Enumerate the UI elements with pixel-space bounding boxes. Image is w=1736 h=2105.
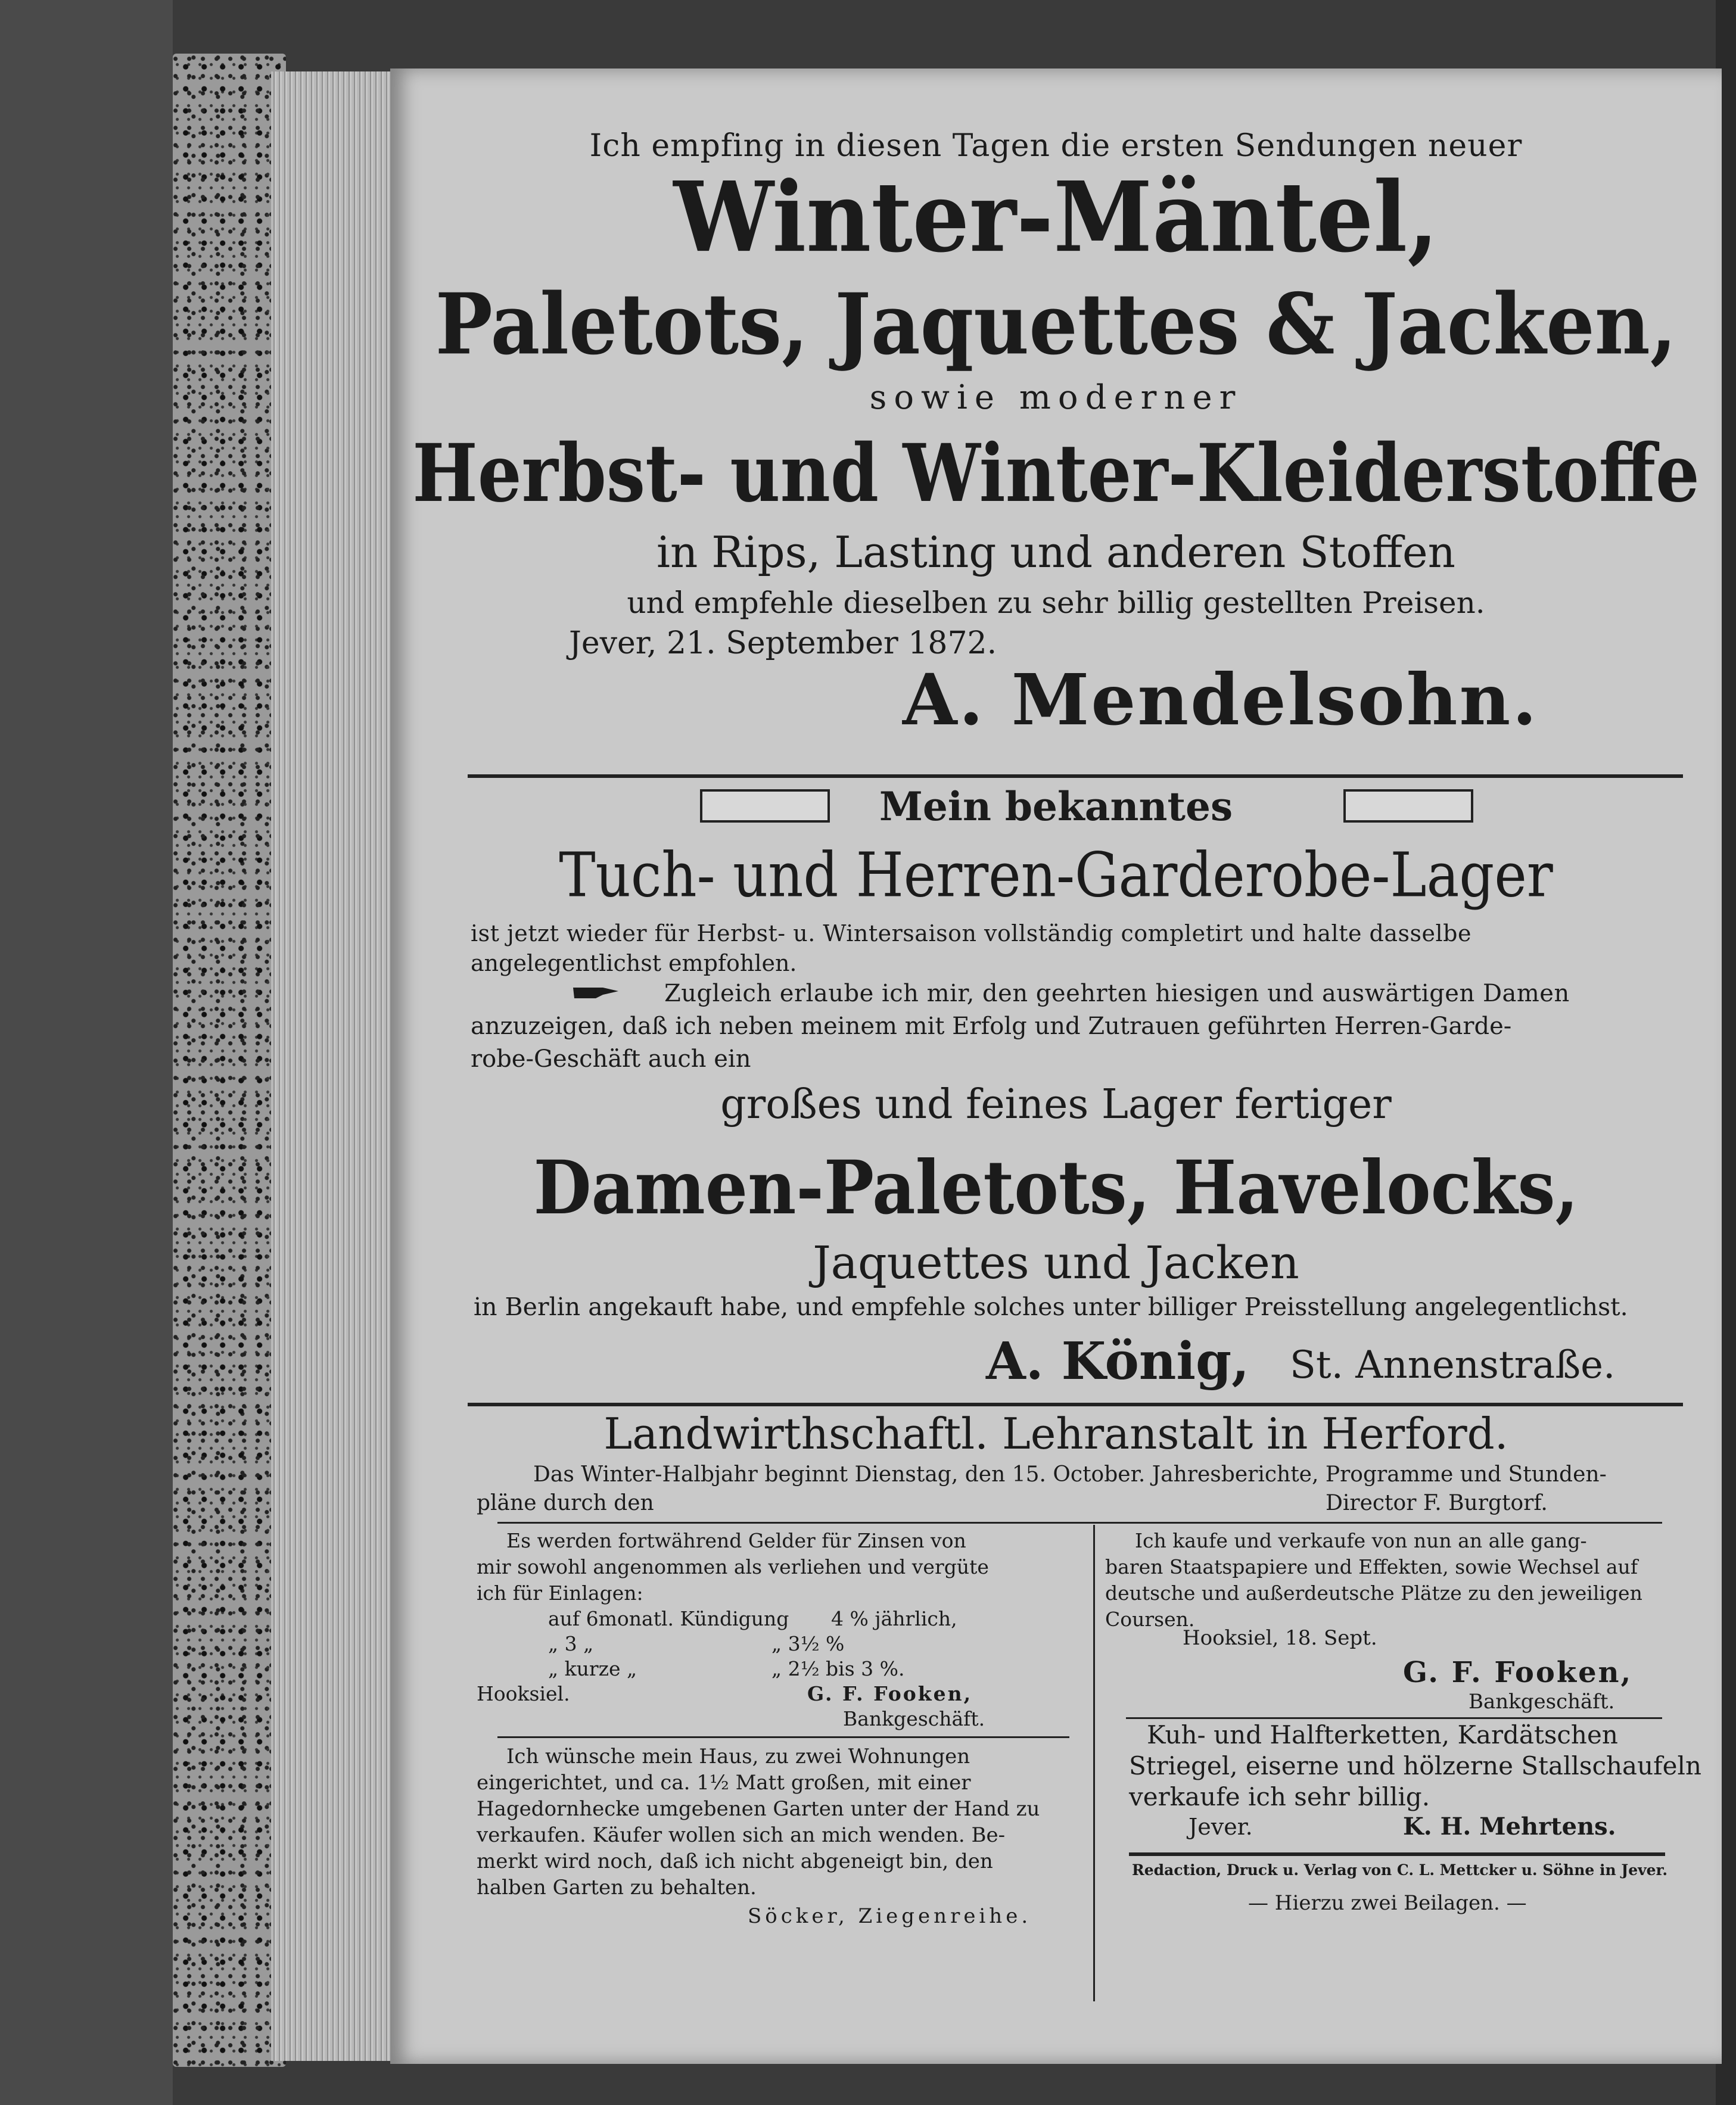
- ad6-line: eingerichtet, und ca. 1½ Matt großen, mit einer: [477, 1771, 971, 1795]
- ad4-line: Es werden fortwährend Gelder für Zinsen von: [506, 1529, 966, 1552]
- ad1-signature: A. Mendelsohn.: [903, 658, 1539, 741]
- newspaper-page: [390, 68, 1722, 2064]
- ad1-headline-paletots: Paletots, Jaquettes & Jacken,: [435, 275, 1677, 374]
- ad1-offer: und empfehle dieselben zu sehr billig gestellten Preisen.: [627, 586, 1485, 620]
- ad4-business: Bankgeschäft.: [843, 1707, 985, 1730]
- separator-rule-6: [1129, 1852, 1665, 1856]
- ad2-body-line-5: robe-Geschäft auch ein: [471, 1045, 751, 1073]
- ad6-line: Hagedornhecke umgebenen Garten unter der Hand zu: [477, 1797, 1040, 1821]
- ad2-headline-sub: Jaquettes und Jacken: [813, 1236, 1299, 1289]
- ad2-headline: Damen-Paletots, Havelocks,: [533, 1145, 1579, 1231]
- ad7-block: [1129, 1720, 1701, 1813]
- ad5-business: Bankgeschäft.: [1469, 1690, 1615, 1714]
- ad4-place: Hooksiel.: [477, 1682, 570, 1705]
- ad5-line: Ich kaufe und verkaufe von nun an alle gang-: [1135, 1529, 1587, 1552]
- ad2-body-line-1: ist jetzt wieder für Herbst- u. Wintersaison vollständig completirt und halte dasselbe: [471, 920, 1471, 946]
- ad2-body-line-2: angelegentlichst empfohlen.: [471, 950, 797, 976]
- ad5-block: [1105, 1528, 1695, 1633]
- ad4-rate-3-term: „ kurze „: [548, 1657, 637, 1680]
- ad4-rate-3-value: „ 2½ bis 3 %.: [771, 1657, 905, 1680]
- ad5-place-date: Hooksiel, 18. Sept.: [1183, 1626, 1377, 1650]
- ad5-line: deutsche und außerdeutsche Plätze zu den jeweiligen: [1105, 1581, 1642, 1605]
- separator-rule-1: [468, 774, 1683, 778]
- ad7-signature: K. H. Mehrtens.: [1403, 1813, 1616, 1841]
- ad4-signature: G. F. Fooken,: [807, 1682, 973, 1705]
- ad4-block: [477, 1528, 1072, 1606]
- ad7-place: Jever.: [1189, 1814, 1253, 1840]
- ad3-title: Landwirthschaftl. Lehranstalt in Herford.: [603, 1409, 1508, 1459]
- ad6-line: halben Garten zu behalten.: [477, 1876, 757, 1900]
- ad1-materials: in Rips, Lasting und anderen Stoffen: [656, 527, 1456, 577]
- ad2-body-line-3: Zugleich erlaube ich mir, den geehrten hiesigen und auswärtigen Damen: [664, 980, 1570, 1007]
- ad2-title-big: Tuch- und Herren-Garderobe-Lager: [559, 839, 1553, 911]
- ad2-title-small: Mein bekanntes: [879, 783, 1233, 830]
- book-cover-edge: [173, 54, 286, 2067]
- ad3-line-1: Das Winter-Halbjahr beginnt Dienstag, den 15. October. Jahresberichte, Programme und Stunden-: [533, 1462, 1607, 1487]
- ad6-line: merkt wird noch, daß ich nicht abgeneigt bin, den: [477, 1849, 993, 1873]
- ad7-line: Striegel, eiserne und hölzerne Stallschaufeln: [1129, 1751, 1701, 1780]
- ad1-sowie: sowie moderner: [869, 378, 1243, 417]
- ad4-rate-1-value: 4 % jährlich,: [831, 1607, 957, 1630]
- ad1-headline-kleiderstoffe: Herbst- und Winter-Kleiderstoffe: [412, 426, 1700, 521]
- ad7-line: verkaufe ich sehr billig.: [1129, 1782, 1430, 1811]
- separator-rule-3: [497, 1522, 1662, 1524]
- ad3-director: Director F. Burgtorf.: [1326, 1491, 1548, 1515]
- ad6-signature: Söcker, Ziegenreihe.: [748, 1904, 1032, 1928]
- ad4-rate-1-term: auf 6monatl. Kündigung: [548, 1607, 789, 1630]
- ad4-rate-2-value: „ 3½ %: [771, 1632, 845, 1655]
- separator-rule-5: [1126, 1717, 1662, 1719]
- pointing-hand-icon: [572, 983, 626, 1001]
- ad6-block: [477, 1743, 1066, 1901]
- ad2-closing: in Berlin angekauft habe, und empfehle solches unter billiger Preisstellung angelegentlichst.: [474, 1293, 1628, 1321]
- separator-rule-4: [497, 1736, 1069, 1738]
- ad2-subhead: großes und feines Lager fertiger: [720, 1081, 1392, 1128]
- ad1-place-date: Jever, 21. September 1872.: [569, 625, 997, 661]
- ad4-line: mir sowohl angenommen als verliehen und vergüte: [477, 1555, 989, 1578]
- ad4-line: ich für Einlagen:: [477, 1581, 643, 1605]
- imprint-publisher: Redaction, Druck u. Verlag von C. L. Mettcker u. Söhne in Jever.: [1132, 1861, 1668, 1879]
- separator-rule-2: [468, 1403, 1683, 1406]
- ad4-rate-2-term: „ 3 „: [548, 1632, 594, 1655]
- ad6-line: verkaufen. Käufer wollen sich an mich wenden. Be-: [477, 1823, 1006, 1847]
- ad2-street: St. Annenstraße.: [1290, 1343, 1616, 1387]
- background-left: [0, 0, 173, 2105]
- ad7-line: Kuh- und Halfterketten, Kardätschen: [1147, 1720, 1618, 1749]
- ad2-signature: A. König,: [986, 1331, 1250, 1391]
- ad2-body-line-4: anzuzeigen, daß ich neben meinem mit Erfolg und Zutrauen geführten Herren-Garde-: [471, 1013, 1512, 1040]
- ad1-intro: Ich empfing in diesen Tagen die ersten Sendungen neuer: [589, 128, 1523, 164]
- ad1-headline-winter-maentel: Winter-Mäntel,: [673, 160, 1439, 275]
- column-divider: [1093, 1525, 1095, 2001]
- ad3-line-2-left: pläne durch den: [477, 1491, 654, 1515]
- imprint-supplements: — Hierzu zwei Beilagen. —: [1248, 1891, 1527, 1915]
- ad5-signature: G. F. Fooken,: [1403, 1656, 1633, 1689]
- ad6-line: Ich wünsche mein Haus, zu zwei Wohnungen: [506, 1745, 970, 1768]
- ad5-line: baren Staatspapiere und Effekten, sowie Wechsel auf: [1105, 1555, 1638, 1578]
- ad5-line: Coursen.: [1105, 1608, 1195, 1631]
